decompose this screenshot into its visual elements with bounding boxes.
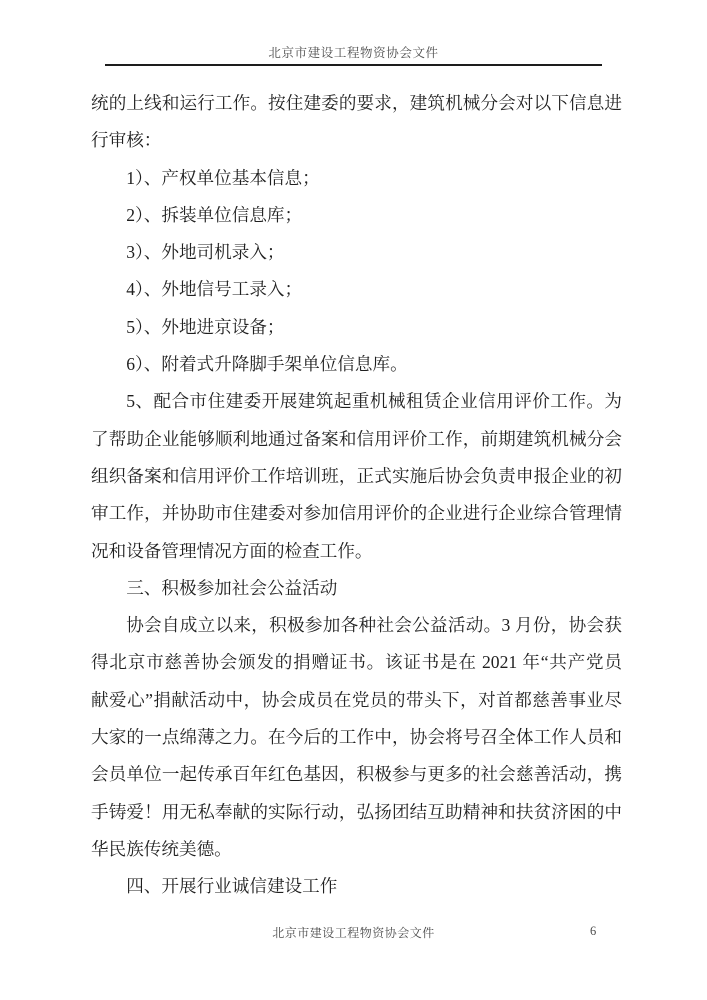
list-item: 5）、外地进京设备； bbox=[126, 316, 285, 337]
list-item: 6）、附着式升降脚手架单位信息库。 bbox=[126, 354, 408, 375]
body-line: 得北京市慈善协会颁发的捐赠证书。该证书是在 2021 年“共产党员 bbox=[91, 652, 622, 673]
body-line: 华民族传统美德。 bbox=[91, 838, 232, 859]
body-line: 了帮助企业能够顺利地通过备案和信用评价工作，前期建筑机械分会 bbox=[91, 428, 622, 449]
list-item: 2）、拆装单位信息库； bbox=[126, 204, 303, 225]
body-line: 5、配合市住建委开展建筑起重机械租赁企业信用评价工作。为 bbox=[126, 391, 622, 412]
list-item: 4）、外地信号工录入； bbox=[126, 279, 303, 300]
section-heading: 四、开展行业诚信建设工作 bbox=[126, 876, 338, 897]
header-title: 北京市建设工程物资协会文件 bbox=[268, 46, 439, 60]
body-line: 组织备案和信用评价工作培训班，正式实施后协会负责申报企业的初 bbox=[91, 465, 622, 486]
footer-title: 北京市建设工程物资协会文件 bbox=[272, 926, 435, 940]
body-line: 献爱心”捐献活动中，协会成员在党员的带头下，对首都慈善事业尽 bbox=[91, 689, 622, 710]
body-line: 手铸爱！用无私奉献的实际行动，弘扬团结互助精神和扶贫济困的中 bbox=[91, 801, 622, 822]
page-number: 6 bbox=[590, 924, 597, 938]
body-line: 统的上线和运行工作。按住建委的要求，建筑机械分会对以下信息进 bbox=[91, 93, 622, 113]
header-rule bbox=[105, 64, 602, 66]
body-line: 行审核： bbox=[91, 130, 162, 151]
list-item: 1）、产权单位基本信息； bbox=[126, 167, 320, 188]
body-line: 审工作，并协助市住建委对参加信用评价的企业进行企业综合管理情 bbox=[91, 503, 622, 524]
body-line: 况和设备管理情况方面的检查工作。 bbox=[91, 540, 373, 561]
section-heading: 三、积极参加社会公益活动 bbox=[126, 577, 338, 598]
body-line: 会员单位一起传承百年红色基因，积极参与更多的社会慈善活动，携 bbox=[91, 764, 622, 785]
document-body bbox=[91, 85, 622, 906]
body-line: 协会自成立以来，积极参加各种社会公益活动。3 月份，协会获 bbox=[126, 615, 622, 636]
body-line: 大家的一点绵薄之力。在今后的工作中，协会将号召全体工作人员和 bbox=[91, 727, 622, 748]
list-item: 3）、外地司机录入； bbox=[126, 242, 285, 263]
